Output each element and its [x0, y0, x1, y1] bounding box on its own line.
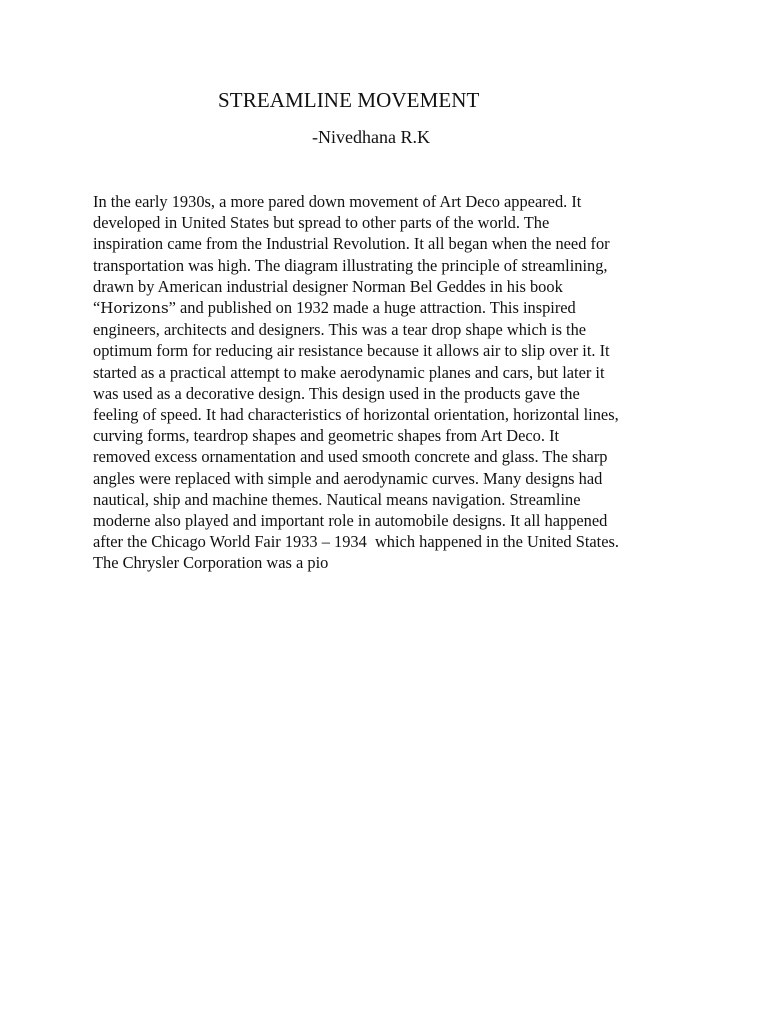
author-line: -Nivedhana R.K	[312, 127, 430, 147]
paragraph-line: inspiration came from the Industrial Revolution. It all began when the need for	[93, 234, 610, 254]
paragraph-line: engineers, architects and designers. This was a tear drop shape which is the	[93, 320, 587, 340]
close-quote: ”	[168, 298, 176, 318]
paragraph-line: drawn by American industrial designer Norman Bel Geddes in his book	[93, 276, 563, 296]
paragraph-line: optimum form for reducing air resistance because it allows air to slip over it. It	[93, 341, 610, 361]
book-title: Horizons	[100, 299, 169, 318]
paragraph-line: after the Chicago World Fair 1933 – 1934 which happened in the United States.	[93, 532, 619, 552]
paragraph-line: nautical, ship and machine themes. Nautical means navigation. Streamline	[93, 489, 581, 509]
paragraph-line	[93, 297, 693, 319]
paragraph-line: angles were replaced with simple and aerodynamic curves. Many designs had	[93, 468, 603, 488]
paragraph-line: developed in United States but spread to other parts of the world. The	[93, 213, 550, 233]
paragraph-line: In the early 1930s, a more pared down movement of Art Deco appeared. It	[93, 192, 582, 211]
paragraph-line: transportation was high. The diagram illustrating the principle of streamlining,	[93, 255, 608, 275]
page-title: STREAMLINE MOVEMENT	[218, 88, 480, 112]
paragraph-line: feeling of speed. It had characteristics of horizontal orientation, horizontal lines,	[93, 405, 619, 425]
body-paragraph	[93, 191, 693, 574]
paragraph-line: curving forms, teardrop shapes and geometric shapes from Art Deco. It	[93, 426, 560, 446]
line-continuation: and published on 1932 made a huge attraction. This inspired	[175, 298, 576, 318]
paragraph-line: removed excess ornamentation and used smooth concrete and glass. The sharp	[93, 447, 608, 467]
paragraph-line: was used as a decorative design. This design used in the products gave the	[93, 383, 580, 403]
paragraph-line: The Chrysler Corporation was a pio	[93, 553, 329, 573]
paragraph-line: started as a practical attempt to make aerodynamic planes and cars, but later it	[93, 362, 605, 382]
paragraph-line: moderne also played and important role in automobile designs. It all happened	[93, 511, 608, 531]
open-quote: “	[93, 298, 101, 318]
